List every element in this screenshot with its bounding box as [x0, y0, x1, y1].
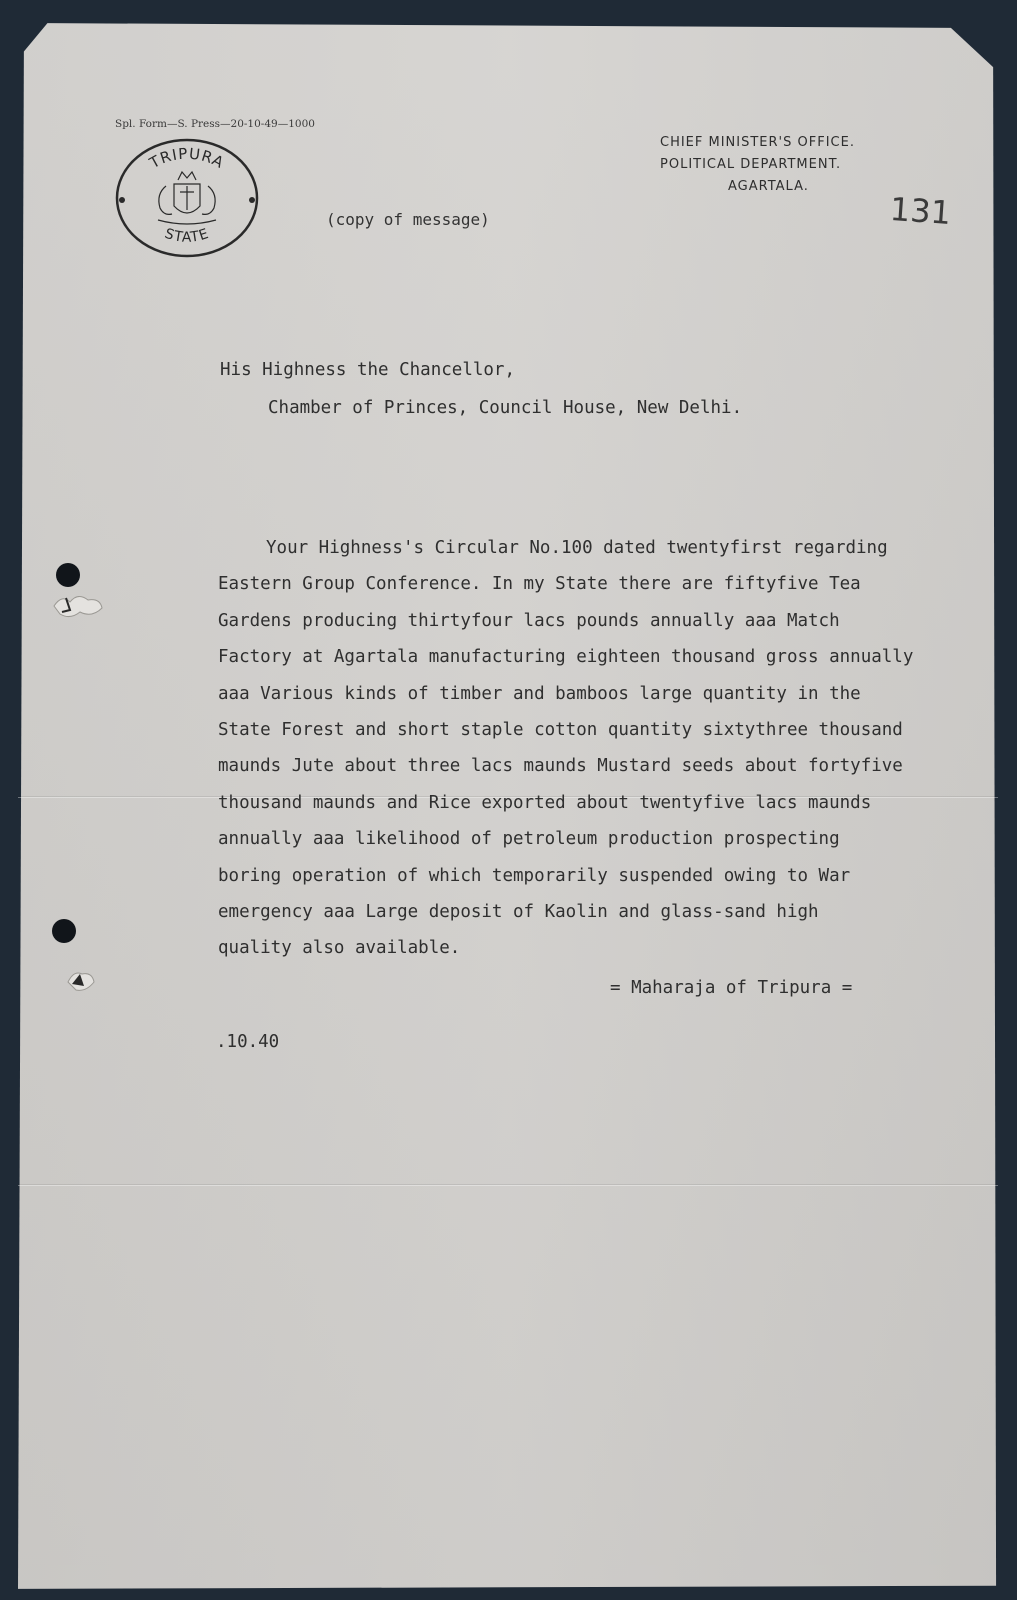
tripura-state-seal: [112, 136, 262, 262]
body-line: Gardens producing thirtyfour lacs pounds annually aaa Match: [218, 610, 840, 631]
paper-tear-mark: [64, 966, 98, 996]
copy-note: (copy of message): [326, 210, 490, 229]
signature: = Maharaja of Tripura =: [610, 978, 853, 998]
coat-of-arms-icon: [158, 172, 216, 224]
office-header: [660, 132, 930, 198]
body-line: quality also available.: [218, 938, 461, 959]
office-line: POLITICAL DEPARTMENT.: [660, 157, 842, 172]
svg-text:TRIPURA: [146, 145, 228, 173]
body-line: maunds Jute about three lacs maunds Mustard seeds about fortyfive: [218, 756, 903, 777]
seal-top-text: TRIPURA: [146, 144, 228, 173]
svg-text:STATE: [163, 226, 212, 246]
punch-hole: [56, 563, 80, 587]
punch-hole: [52, 919, 76, 943]
form-number: Spl. Form—S. Press—20-10-49—1000: [115, 118, 315, 130]
body-line: annually aaa likelihood of petroleum production prospecting: [218, 829, 840, 850]
office-line: AGARTALA.: [728, 179, 809, 194]
addressee-line: Chamber of Princes, Council House, New Delhi.: [268, 398, 743, 418]
seal-bottom-text: STATE: [162, 225, 212, 246]
date: .10.40: [216, 1032, 280, 1052]
body-line: Factory at Agartala manufacturing eighteen thousand gross annually: [218, 647, 914, 668]
handwritten-page-number: 131: [888, 189, 953, 233]
body-line: emergency aaa Large deposit of Kaolin and glass-sand high: [218, 902, 819, 923]
body-line: aaa Various kinds of timber and bamboos large quantity in the: [218, 683, 861, 704]
body-line: thousand maunds and Rice exported about twentyfive lacs maunds: [218, 792, 872, 813]
body-line: Eastern Group Conference. In my State there are fiftyfive Tea: [218, 574, 861, 595]
paper-tear-mark: [48, 588, 108, 624]
addressee-line: His Highness the Chancellor,: [220, 360, 516, 380]
body-line: boring operation of which temporarily suspended owing to War: [218, 865, 851, 886]
fold-line: [18, 1184, 998, 1185]
body-line: Your Highness's Circular No.100 dated twentyfirst regarding: [266, 538, 888, 558]
message-body: [218, 530, 913, 967]
body-line: State Forest and short staple cotton quantity sixtythree thousand: [218, 720, 903, 741]
office-line: CHIEF MINISTER'S OFFICE.: [660, 135, 855, 150]
